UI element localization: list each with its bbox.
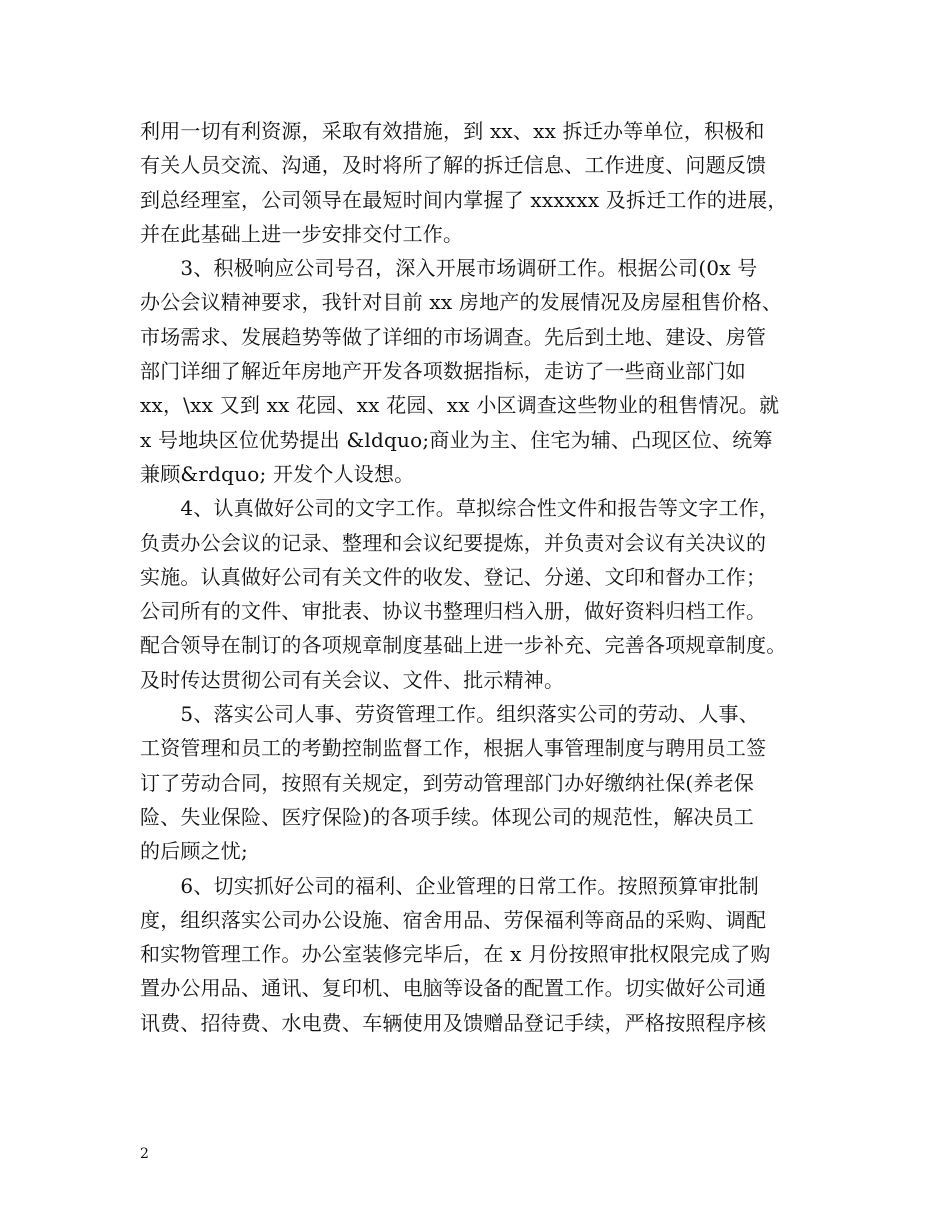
text-line: 工资管理和员工的考勤控制监督工作，根据人事管理制度与聘用员工签: [140, 736, 767, 761]
text-line: 配合领导在制订的各项规章制度基础上进一步补充、完善各项规章制度。: [140, 633, 787, 658]
text-line: 公司所有的文件、审批表、协议书整理归档入册，做好资料归档工作。: [140, 599, 767, 624]
text-line: 到总经理室，公司领导在最短时间内掌握了 xxxxxx 及拆迁工作的进展，: [140, 187, 788, 212]
text-line: 并在此基础上进一步安排交付工作。: [140, 221, 464, 246]
text-line: 6、切实抓好公司的福利、企业管理的日常工作。按照预算审批制: [140, 873, 759, 898]
text-line: 和实物管理工作。办公室装修完毕后，在 x 月份按照审批权限完成了购: [140, 942, 771, 967]
page-number: 2: [140, 1146, 149, 1162]
text-line: 市场需求、发展趋势等做了详细的市场调查。先后到土地、建设、房管: [140, 324, 767, 349]
text-line: 兼顾&rdquo; 开发个人设想。: [140, 461, 415, 486]
text-line: 及时传达贯彻公司有关会议、文件、批示精神。: [140, 667, 565, 692]
text-line: x 号地块区位优势提出 &ldquo;商业为主、住宅为辅、凸现区位、统筹: [140, 427, 773, 452]
text-line: 险、失业保险、医疗保险)的各项手续。体现公司的规范性，解决员工: [140, 804, 755, 829]
text-line: 讯费、招待费、水电费、车辆使用及馈赠品登记手续，严格按照程序核: [140, 1010, 767, 1035]
text-line: 5、落实公司人事、劳资管理工作。组织落实公司的劳动、人事、: [140, 702, 759, 727]
text-line: 3、积极响应公司号召，深入开展市场调研工作。根据公司(0x 号: [140, 256, 758, 281]
text-line: 实施。认真做好公司有关文件的收发、登记、分递、文印和督办工作；: [140, 564, 767, 589]
text-line: 部门详细了解近年房地产开发各项数据指标，走访了一些商业部门如: [140, 359, 746, 384]
text-line: 度，组织落实公司办公设施、宿舍用品、劳保福利等商品的采购、调配: [140, 907, 767, 932]
text-line: 订了劳动合同，按照有关规定，到劳动管理部门办好缴纳社保(养老保: [140, 770, 755, 795]
text-line: 办公会议精神要求，我针对目前 xx 房地产的发展情况及房屋租售价格、: [140, 290, 783, 315]
text-line: 4、认真做好公司的文字工作。草拟综合性文件和报告等文字工作，: [140, 496, 780, 521]
text-line: 负责办公会议的记录、整理和会议纪要提炼，并负责对会议有关决议的: [140, 530, 767, 555]
text-line: 置办公用品、通讯、复印机、电脑等设备的配置工作。切实做好公司通: [140, 976, 767, 1001]
text-line: 有关人员交流、沟通，及时将所了解的拆迁信息、工作进度、问题反馈: [140, 153, 767, 178]
text-line: xx，\xx 又到 xx 花园、xx 花园、xx 小区调查这些物业的租售情况。就: [140, 393, 780, 418]
text-line: 利用一切有利资源，采取有效措施，到 xx、xx 拆迁办等单位，积极和: [140, 119, 765, 143]
body-text: [140, 114, 830, 1040]
text-line: 的后顾之忧;: [140, 839, 248, 864]
